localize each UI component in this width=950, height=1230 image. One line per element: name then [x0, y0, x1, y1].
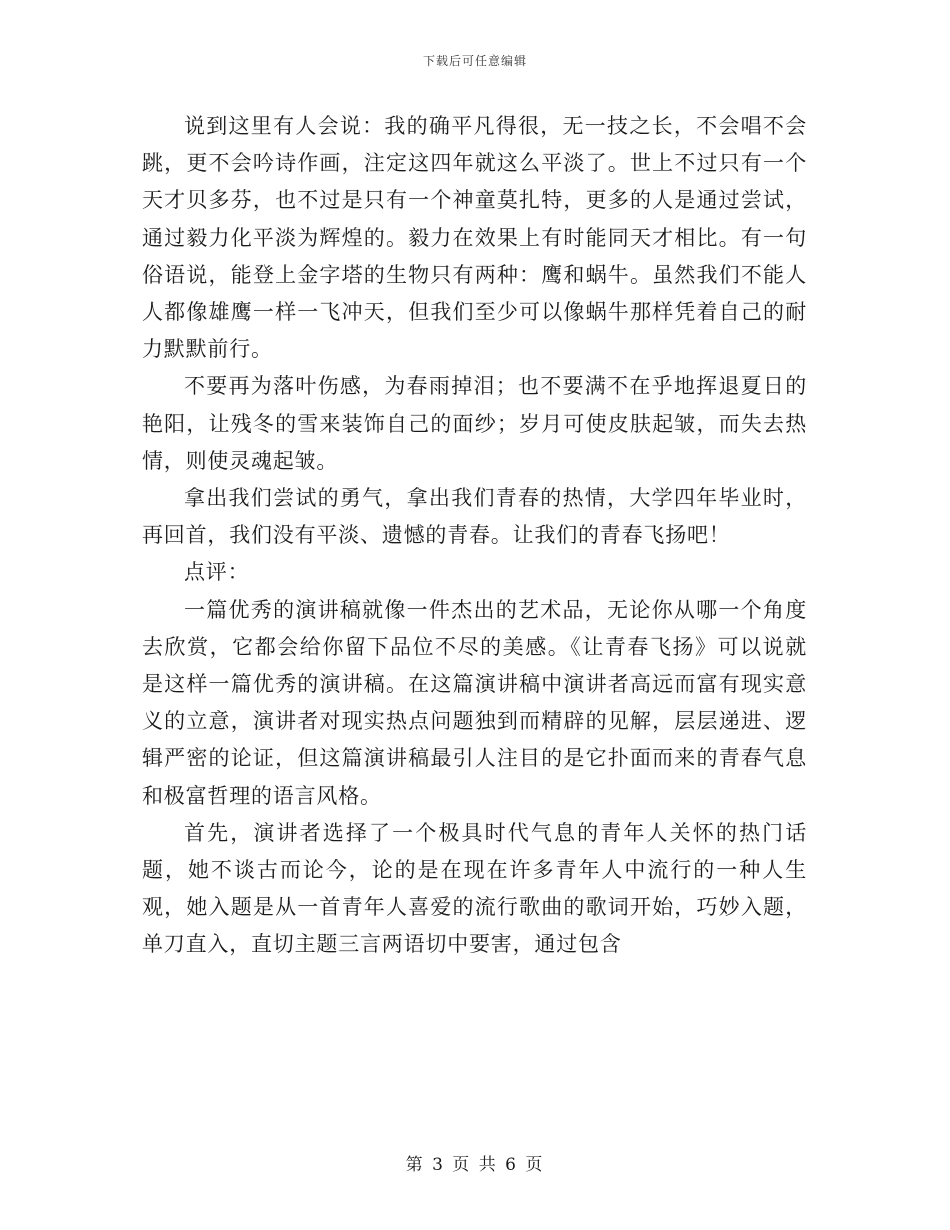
document-body: [142, 108, 807, 964]
paragraph: 首先，演讲者选择了一个极具时代气息的青年人关怀的热门话题，她不谈古而论今，论的是在现在许多青年人中流行的一种人生观，她入题是从一首青年人喜爱的流行歌曲的歌词开始，巧妙入题，单刀直入，直切主题三言两语切中要害，通过包含: [142, 820, 807, 957]
page-header: 下载后可任意编辑: [422, 54, 527, 68]
paragraph: 不要再为落叶伤感，为春雨掉泪；也不要满不在乎地挥退夏日的艳阳，让残冬的雪来装饰自己的面纱；岁月可使皮肤起皱，而失去热情，则使灵魂起皱。: [142, 374, 807, 473]
paragraph: 拿出我们尝试的勇气，拿出我们青春的热情，大学四年毕业时，再回首，我们没有平淡、遗憾的青春。让我们的青春飞扬吧！: [142, 486, 807, 548]
page-footer-page-number: 第 3 页 共 6 页: [405, 1155, 545, 1175]
paragraph: 说到这里有人会说：我的确平凡得很，无一技之长，不会唱不会跳，更不会吟诗作画，注定这四年就这么平淡了。世上不过只有一个天才贝多芬，也不过是只有一个神童莫扎特，更多的人是通过尝试，通过毅力化平淡为辉煌的。毅力在效果上有时能同天才相比。有一句俗语说，能登上金字塔的生物只有两种：鹰和蜗牛。虽然我们不能人人都像雄鹰一样一飞冲天，但我们至少可以像蜗牛那样凭着自己的耐力默默前行。: [142, 114, 807, 362]
paragraph: 一篇优秀的演讲稿就像一件杰出的艺术品，无论你从哪一个角度去欣赏，它都会给你留下品位不尽的美感。《让青春飞扬》可以说就是这样一篇优秀的演讲稿。在这篇演讲稿中演讲者高远而富有现实意义的立意，演讲者对现实热点问题独到而精辟的见解，层层递进、逻辑严密的论证，但这篇演讲稿最引人注目的是它扑面而来的青春气息和极富哲理的语言风格。: [142, 597, 807, 808]
review-heading: 点评：: [184, 560, 250, 585]
